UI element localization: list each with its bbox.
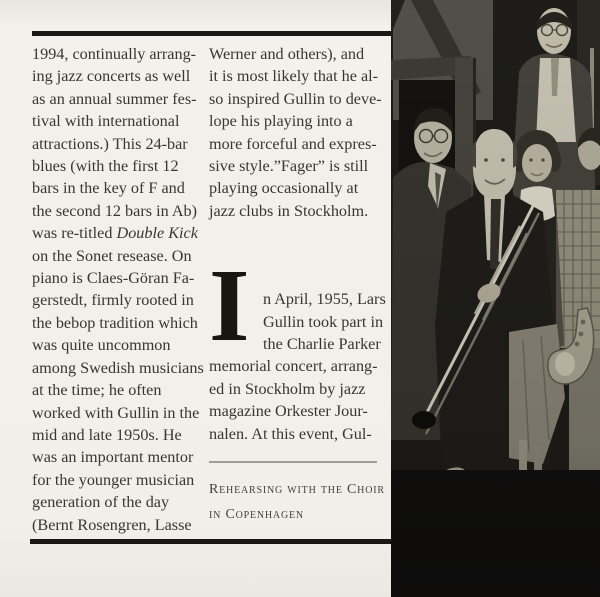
text-line: magazine Orkester Jour-	[209, 402, 368, 421]
drop-cap-letter: I	[209, 248, 250, 364]
booklet-photo-rehearsal	[391, 0, 600, 597]
text-line: playing occasionally at	[209, 179, 359, 198]
photo-caption	[209, 477, 385, 527]
paragraph-fager	[209, 43, 381, 222]
photo-vignette	[391, 0, 600, 597]
text-line: bars in the key of F and	[32, 179, 185, 198]
text-line: ed in Stockholm by jazz	[209, 379, 366, 398]
text-line: it is most likely that he al-	[209, 67, 379, 86]
caption-line: in Copenhagen	[209, 507, 304, 523]
text-line: gerstedt, firmly rooted in	[32, 291, 194, 310]
text-line: was quite uncommon	[32, 336, 171, 355]
text-line: blues (with the first 12	[32, 157, 179, 176]
text-line: at the time; he often	[32, 381, 162, 400]
text-line: sive style.”Fager” is still	[209, 157, 369, 176]
text-line: memorial concert, arrang-	[209, 357, 378, 376]
text-line: lope his playing into a	[209, 112, 353, 131]
text-line: among Swedish musicians	[32, 358, 204, 377]
left-text-column	[32, 43, 204, 536]
text-line: the second 12 bars in Ab)	[32, 201, 197, 220]
text-line: mid and late 1950s. He	[32, 425, 182, 444]
text-line: as an annual summer fes-	[32, 89, 197, 108]
bottom-rule	[30, 539, 392, 544]
text-line-retitle	[32, 222, 204, 244]
text-line: 1994, continually arrang-	[32, 45, 197, 63]
text-line: (Bernt Rosengren, Lasse	[32, 515, 192, 534]
text-line: was an important mentor	[32, 448, 194, 467]
text-line: Gullin took part in	[263, 312, 384, 331]
retitle-prefix: was re-titled	[32, 224, 117, 243]
right-text-column	[209, 43, 386, 527]
text-line: so inspired Gullin to deve-	[209, 89, 382, 108]
text-line: the Charlie Parker	[263, 335, 381, 354]
text-line: jazz clubs in Stockholm.	[209, 201, 369, 220]
text-line: worked with Gullin in the	[32, 403, 200, 422]
text-line: generation of the day	[32, 493, 170, 512]
song-title-italic: Double Kick	[116, 224, 198, 243]
text-line: tival with international	[32, 112, 180, 131]
text-line: on the Sonet resease. On	[32, 246, 192, 265]
top-rule	[32, 31, 391, 36]
text-line: for the younger musician	[32, 470, 195, 489]
text-line: n April, 1955, Lars	[263, 290, 386, 309]
caption-rule	[209, 461, 377, 463]
text-line: Werner and others), and	[209, 45, 365, 63]
text-line: ing jazz concerts as well	[32, 67, 191, 86]
text-line: piano is Claes-Göran Fa-	[32, 269, 195, 288]
paragraph-april-1955	[209, 248, 386, 445]
text-line: nalen. At this event, Gul-	[209, 424, 372, 443]
text-line: the bebop tradition which	[32, 313, 198, 332]
text-line: attractions.) This 24-bar	[32, 134, 188, 153]
text-line: more forceful and expres-	[209, 134, 377, 153]
caption-line: Rehearsing with the Choir	[209, 482, 385, 498]
